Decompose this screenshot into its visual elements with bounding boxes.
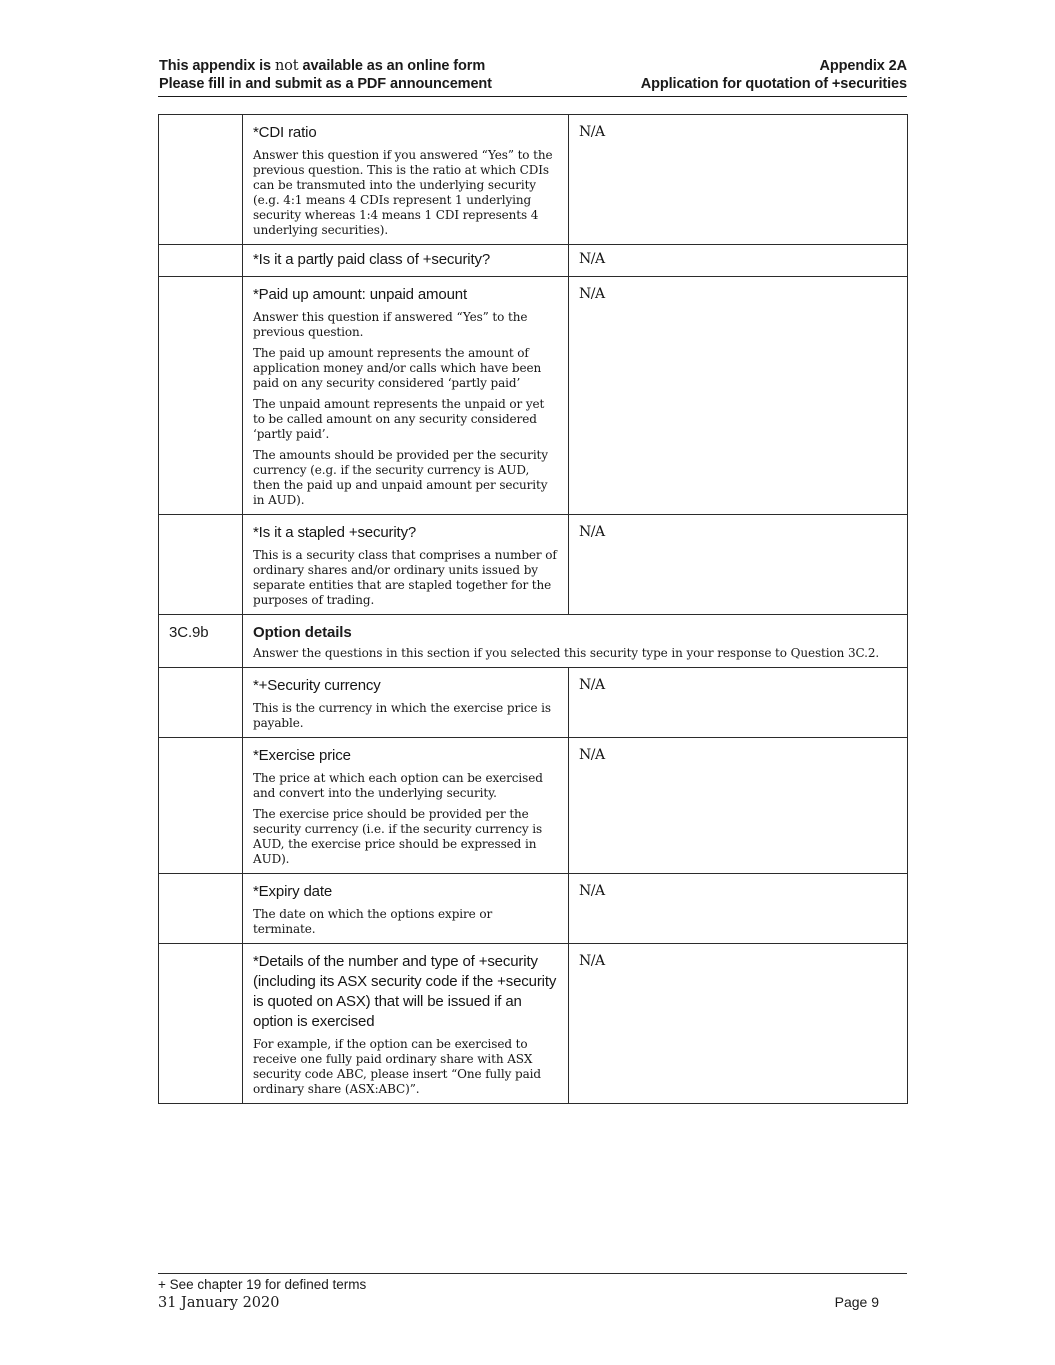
question-title: *Paid up amount: unpaid amount (253, 286, 467, 303)
question-number-cell (159, 944, 243, 1103)
answer-value: N/A (579, 953, 605, 969)
question-title: *+Security currency (253, 677, 381, 694)
table-row-security-currency (159, 667, 907, 737)
question-help (253, 907, 558, 937)
header-notice-line2: Please fill in and submit as a PDF announcement (159, 76, 492, 92)
table-row-stapled-security (159, 514, 907, 614)
section-cell (243, 615, 907, 667)
header-appendix-title (641, 57, 907, 93)
section-subtitle: Answer the questions in this section if you selected this security type in your response to Question 3C.2. (253, 646, 880, 660)
question-help-paragraph: For example, if the option can be exercised to receive one fully paid ordinary share with ASX security code ABC, please insert “One fully paid ordinary share (ASX:ABC)”. (253, 1037, 541, 1096)
appendix-number: Appendix 2A (819, 58, 907, 74)
question-number-cell (159, 515, 243, 614)
question-help-paragraph: This is the currency in which the exercise price is payable. (253, 701, 551, 730)
answer-value: N/A (579, 251, 605, 267)
question-help (253, 1037, 558, 1097)
question-cell (243, 944, 569, 1103)
answer-value: N/A (579, 524, 605, 540)
table-row-exercise-details (159, 943, 907, 1103)
answer-value: N/A (579, 286, 605, 302)
question-help (253, 701, 558, 731)
answer-cell (569, 944, 907, 1103)
question-help (253, 310, 558, 508)
question-help-paragraph: This is a security class that comprises a number of ordinary shares and/or ordinary units issued by separate entities that are stapled together for the purposes of trading. (253, 548, 557, 607)
header-notice-line1-suffix: available as an online form (298, 58, 486, 74)
answer-cell (569, 115, 907, 244)
answer-value: N/A (579, 747, 605, 763)
question-cell (243, 738, 569, 873)
table-row-exercise-price (159, 737, 907, 873)
header-notice-line1-prefix: This appendix is (159, 58, 275, 74)
question-help-paragraph: Answer this question if you answered “Yes” to the previous question. This is the ratio at which CDIs can be transmuted into the underlying security (e.g. 4:1 means 4 CDIs represent 1 underlying security whereas 1:4 means 1 CDI represents 4 underlying securities). (253, 148, 553, 237)
table-row-partly-paid (159, 244, 907, 276)
table-row-paid-up-amount (159, 276, 907, 514)
question-help-paragraph: Answer this question if answered “Yes” to the previous question. (253, 310, 528, 339)
question-cell (243, 874, 569, 943)
question-help (253, 548, 558, 608)
answer-value: N/A (579, 883, 605, 899)
table-row-cdi-ratio (159, 115, 907, 244)
header-notice (159, 57, 492, 93)
question-help-paragraph: The exercise price should be provided per the security currency (i.e. if the security currency is AUD, the exercise price should be expressed in AUD). (253, 807, 543, 866)
appendix-name: Application for quotation of +securities (640, 76, 907, 92)
question-help-paragraph: The unpaid amount represents the unpaid or yet to be called amount on any security considered ‘partly paid’. (253, 397, 545, 441)
question-cell (243, 668, 569, 737)
question-number-cell (159, 668, 243, 737)
question-cell (243, 245, 569, 276)
question-number-cell (159, 245, 243, 276)
answer-cell (569, 738, 907, 873)
answer-cell (569, 874, 907, 943)
question-help (253, 148, 558, 238)
header-divider (158, 96, 907, 97)
answer-value: N/A (579, 124, 605, 140)
question-title: *Is it a partly paid class of +security? (253, 251, 491, 268)
question-title: *Exercise price (253, 747, 351, 764)
answer-value: N/A (579, 677, 605, 693)
answer-cell (569, 515, 907, 614)
footer-row (158, 1293, 907, 1312)
question-help-paragraph: The amounts should be provided per the security currency (e.g. if the security currency is AUD, then the paid up and unpaid amount per security in AUD). (253, 448, 548, 507)
header-notice-emphasis: not (274, 58, 299, 74)
question-cell (243, 115, 569, 244)
question-help-paragraph: The paid up amount represents the amount of application money and/or calls which have been paid on any security considered ‘partly paid’ (253, 346, 542, 390)
question-number-cell (159, 115, 243, 244)
question-title: *Details of the number and type of +security (including its ASX security code if the +security is quoted on ASX) that will be issued if an option is exercised (253, 953, 557, 1030)
header-notice-line1 (159, 57, 492, 75)
question-number-cell (159, 738, 243, 873)
question-number-cell (159, 874, 243, 943)
question-help-paragraph: The price at which each option can be exercised and convert into the underlying security. (253, 771, 543, 800)
question-help (253, 771, 558, 867)
page-header (159, 57, 907, 93)
question-title: *Is it a stapled +security? (253, 524, 417, 541)
question-help-paragraph: The date on which the options expire or terminate. (253, 907, 493, 936)
section-number-cell: 3C.9b (159, 615, 243, 667)
section-row-option-details (159, 614, 907, 667)
question-title: *CDI ratio (253, 124, 317, 141)
question-cell (243, 515, 569, 614)
question-title: *Expiry date (253, 883, 333, 900)
question-number-cell (159, 277, 243, 514)
footer-page-number: Page 9 (834, 1294, 879, 1310)
answer-cell (569, 245, 907, 276)
footer-date: 31 January 2020 (158, 1295, 280, 1311)
answer-cell (569, 668, 907, 737)
table-row-expiry-date (159, 873, 907, 943)
page-footer (158, 1273, 907, 1312)
section-title: Option details (253, 624, 352, 641)
answer-cell (569, 277, 907, 514)
application-form-table (158, 114, 908, 1104)
footer-defined-terms-note: + See chapter 19 for defined terms (158, 1277, 367, 1292)
question-cell (243, 277, 569, 514)
